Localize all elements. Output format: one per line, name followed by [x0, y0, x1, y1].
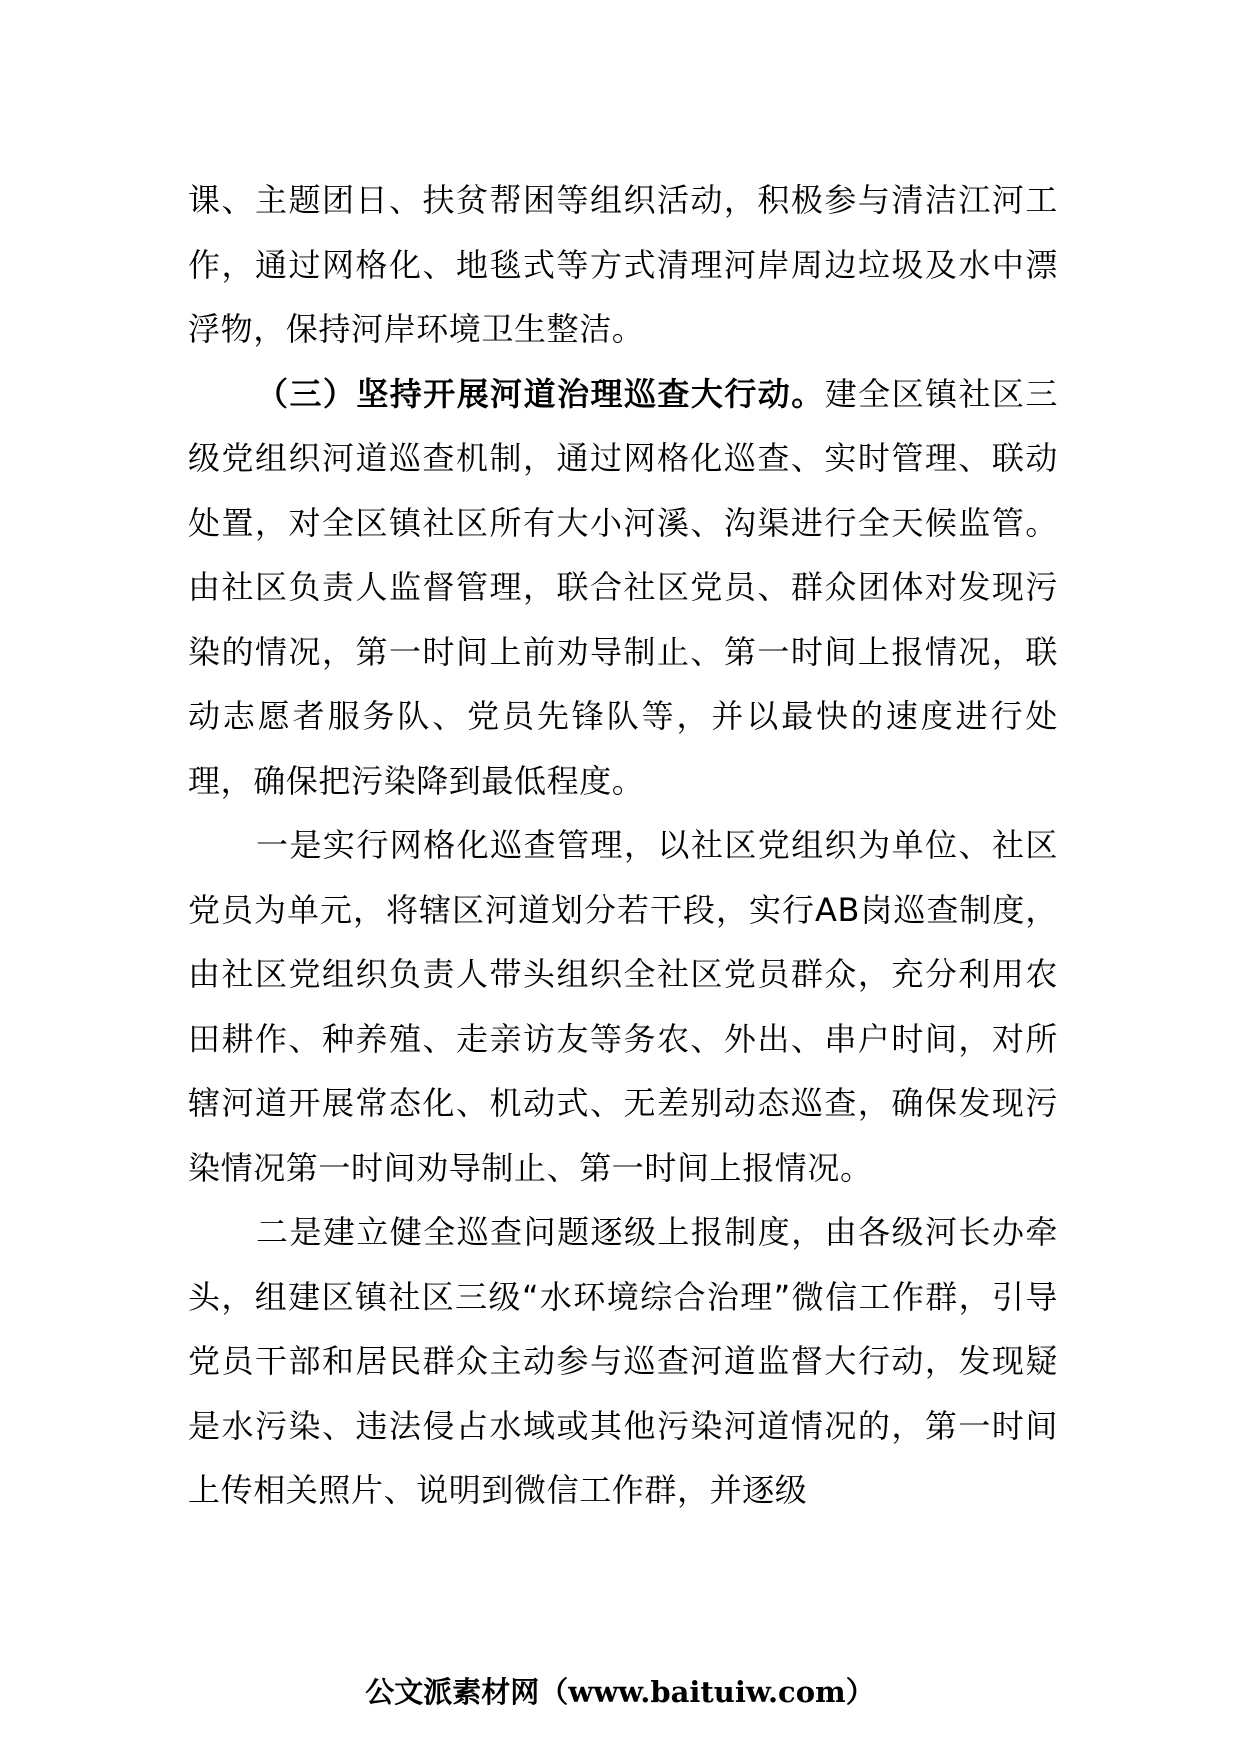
- document-body: [188, 168, 1058, 1523]
- paragraph-2-text: 建全区镇社区三级党组织河道巡查机制，通过网格化巡查、实时管理、联动处置，对全区镇社区所有大小河溪、沟渠进行全天候监管。由社区负责人监督管理，联合社区党员、群众团体对发现污染的情况，第一时间上前劝导制止、第一时间上报情况，联动志愿者服务队、党员先锋队等，并以最快的速度进行处理，确保把污染降到最低程度。: [188, 374, 1058, 800]
- section-heading: （三）坚持开展河道治理巡查大行动。: [256, 374, 825, 413]
- paragraph-1-text: 课、主题团日、扶贫帮困等组织活动，积极参与清洁江河工作，通过网格化、地毯式等方式清理河岸周边垃圾及水中漂浮物，保持河岸环境卫生整洁。: [188, 181, 1058, 348]
- paragraph-4-text: 二是建立健全巡查问题逐级上报制度，由各级河长办牵头，组建区镇社区三级“水环境综合治理”微信工作群，引导党员干部和居民群众主动参与巡查河道监督大行动，发现疑是水污染、违法侵占水域或其他污染河道情况的，第一时间上传相关照片、说明到微信工作群，并逐级: [188, 1213, 1058, 1509]
- paragraph-1: [188, 168, 1058, 362]
- paragraph-4: [188, 1200, 1058, 1523]
- paragraph-3: [188, 813, 1058, 1200]
- footer-watermark: 公文派素材网（www.baituiw.com）: [365, 1675, 875, 1709]
- paragraph-3-text: 一是实行网格化巡查管理，以社区党组织为单位、社区党员为单元，将辖区河道划分若干段，实行AB岗巡查制度，由社区党组织负责人带头组织全社区党员群众，充分利用农田耕作、种养殖、走亲访友等务农、外出、串户时间，对所辖河道开展常态化、机动式、无差别动态巡查，确保发现污染情况第一时间劝导制止、第一时间上报情况。: [188, 826, 1058, 1187]
- paragraph-2: [188, 362, 1058, 814]
